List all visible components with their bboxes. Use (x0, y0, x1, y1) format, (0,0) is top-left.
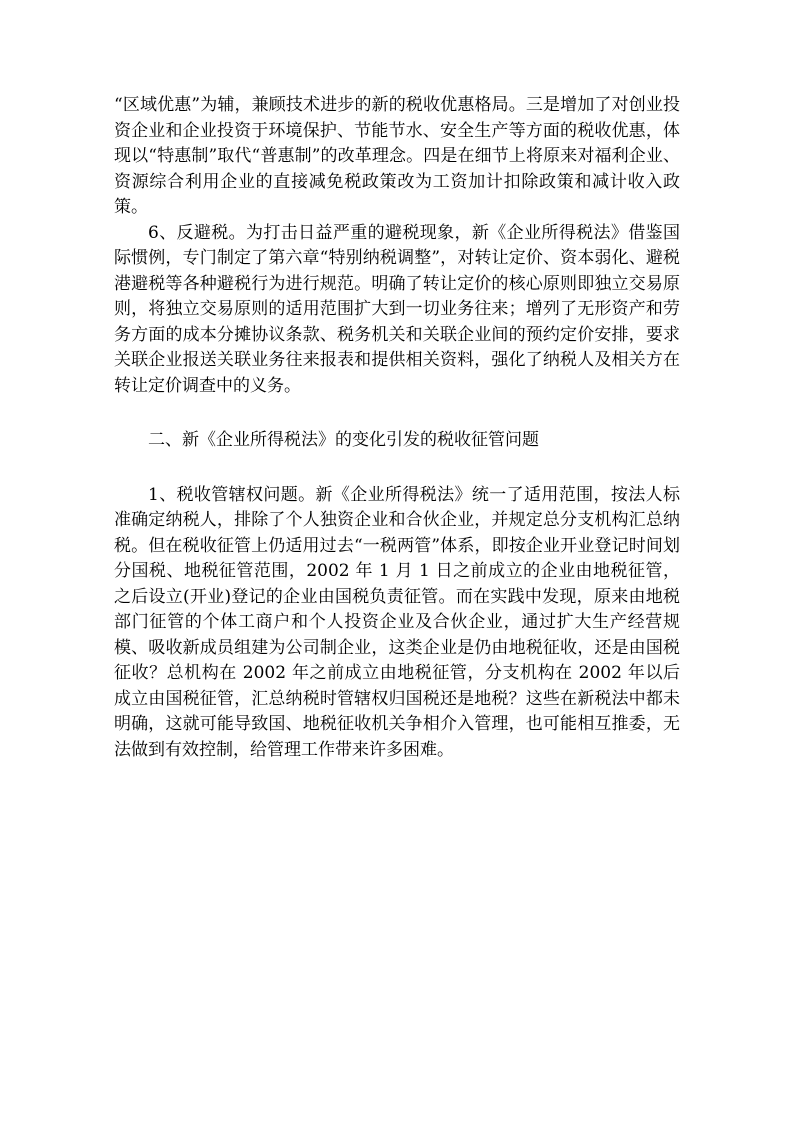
section-heading: 二、新《企业所得税法》的变化引发的税收征管问题 (148, 430, 539, 450)
paragraph-tax-jurisdiction: 1、税收管辖权问题。新《企业所得税法》统一了适用范围，按法人标准确定纳税人，排除了个人独资企业和合伙企业，并规定总分支机构汇总纳税。但在税收征管上仍适用过去“一税两管”体系，即按企业开业登记时间划分国税、地税征管范围，2002 年 1 月 1 日之前成立的企业由地税征管，之后设立(开业)登记的企业由国税负责征管。而在实践中发现，原来由地税部门征管的个体工商户和个人投资企业及合伙企业，通过扩大生产经营规模、吸收新成员组建为公司制企业，这类企业是仍由地税征收，还是由国税征收？总机构在 2002 年之前成立由地税征管，分支机构在 2002 年以后成立由国税征管，汇总纳税时管辖权归国税还是地税？这些在新税法中都未明确，这就可能导致国、地税征收机关争相介入管理，也可能相互推委，无法做到有效控制，给管理工作带来许多困难。 (114, 484, 680, 760)
paragraph-preferential-policy-continuation: “区域优惠”为辅，兼顾技术进步的新的税收优惠格局。三是增加了对创业投资企业和企业投资于环境保护、节能节水、安全生产等方面的税收优惠，体现以“特惠制”取代“普惠制”的改革理念。四是在细节上将原来对福利企业、资源综合利用企业的直接减免税政策改为工资加计扣除政策和减计收入政策。 (114, 95, 680, 217)
document-body (114, 93, 680, 763)
paragraph-anti-avoidance: 6、反避税。为打击日益严重的避税现象，新《企业所得税法》借鉴国际惯例，专门制定了第六章“特别纳税调整”，对转让定价、资本弱化、避税港避税等各种避税行为进行规范。明确了转让定价的核心原则即独立交易原则，将独立交易原则的适用范围扩大到一切业务往来；增列了无形资产和劳务方面的成本分摊协议条款、税务机关和关联企业间的预约定价安排，要求关联企业报送关联业务往来报表和提供相关资料，强化了纳税人及相关方在转让定价调查中的义务。 (114, 222, 680, 396)
